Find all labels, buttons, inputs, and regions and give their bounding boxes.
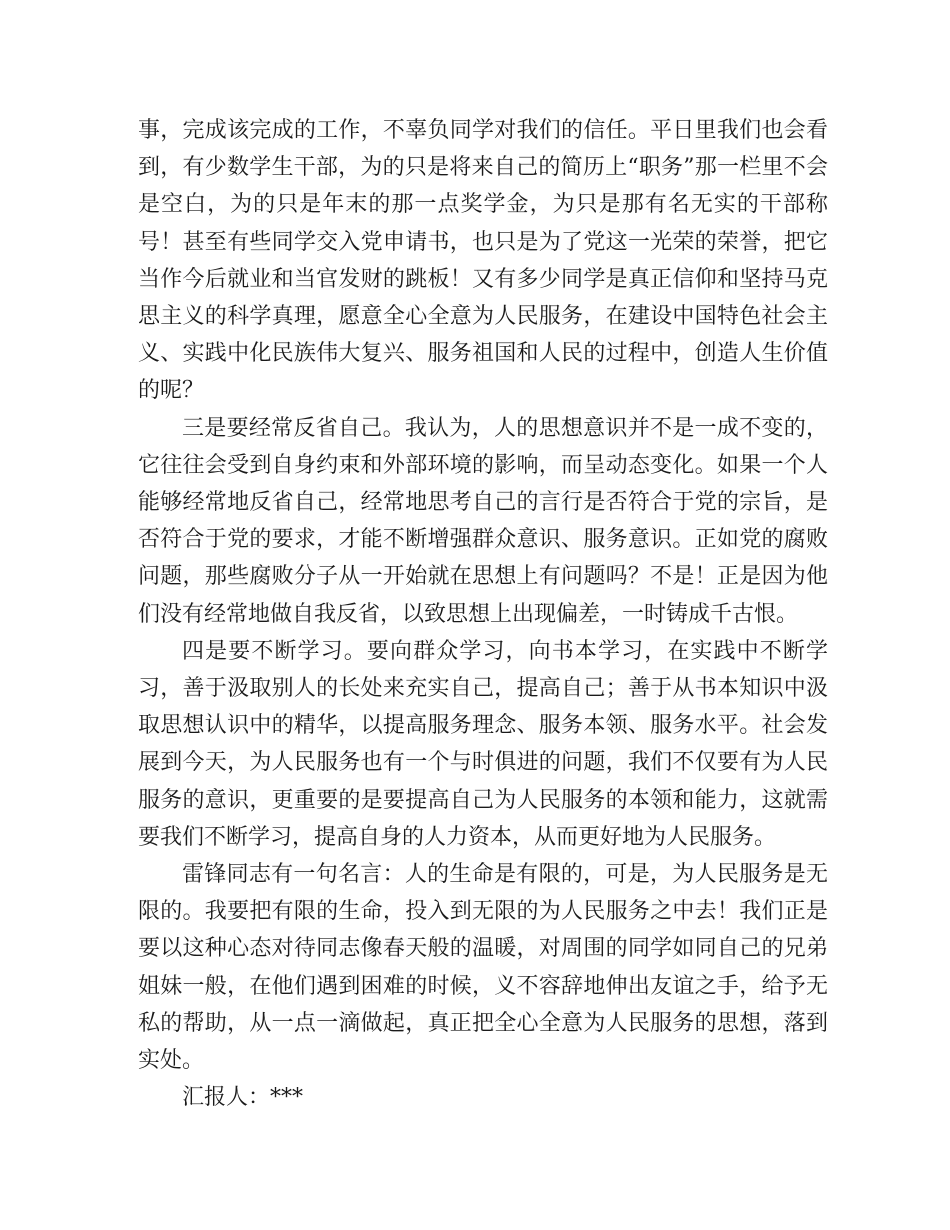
paragraph-continuous-learning: 四是要不断学习。要向群众学习，向书本学习，在实践中不断学习，善于汲取别人的长处来充实自己，提高自己；善于从书本知识中汲取思想认识中的精华，以提高服务理念、服务本领、服务水平。社会发展到今天，为人民服务也有一个与时俱进的问题，我们不仅要有为人民服务的意识，更重要的是要提高自己为人民服务的本领和能力，这就需要我们不断学习，提高自身的人力资本，从而更好地为人民服务。 xyxy=(138,638,828,850)
reporter-signature-line: 汇报人：*** xyxy=(182,1085,304,1111)
paragraph-continued: 事，完成该完成的工作，不辜负同学对我们的信任。平日里我们也会看到，有少数学生干部，为的只是将来自己的简历上“职务”那一栏里不会是空白，为的只是年末的那一点奖学金，为只是那有名无实的干部称号！甚至有些同学交入党申请书，也只是为了党这一光荣的荣誉，把它当作今后就业和当官发财的跳板！又有多少同学是真正信仰和坚持马克思主义的科学真理，愿意全心全意为人民服务，在建设中国特色社会主义、实践中化民族伟大复兴、服务祖国和人民的过程中，创造人生价值的呢？ xyxy=(138,118,828,404)
document-body xyxy=(138,112,828,1116)
paragraph-lei-feng-quote: 雷锋同志有一句名言：人的生命是有限的，可是，为人民服务是无限的。我要把有限的生命，投入到无限的为人民服务之中去！我们正是要以这种心态对待同志像春天般的温暖，对周围的同学如同自己的兄弟姐妹一般，在他们遇到困难的时候，义不容辞地伸出友谊之手，给予无私的帮助，从一点一滴做起，真正把全心全意为人民服务的思想，落到实处。 xyxy=(138,862,828,1074)
paragraph-self-reflection: 三是要经常反省自己。我认为，人的思想意识并不是一成不变的，它往往会受到自身约束和外部环境的影响，而呈动态变化。如果一个人能够经常地反省自己，经常地思考自己的言行是否符合于党的宗旨，是否符合于党的要求，才能不断增强群众意识、服务意识。正如党的腐败问题，那些腐败分子从一开始就在思想上有问题吗？不是！正是因为他们没有经常地做自我反省，以致思想上出现偏差，一时铸成千古恨。 xyxy=(138,415,828,627)
